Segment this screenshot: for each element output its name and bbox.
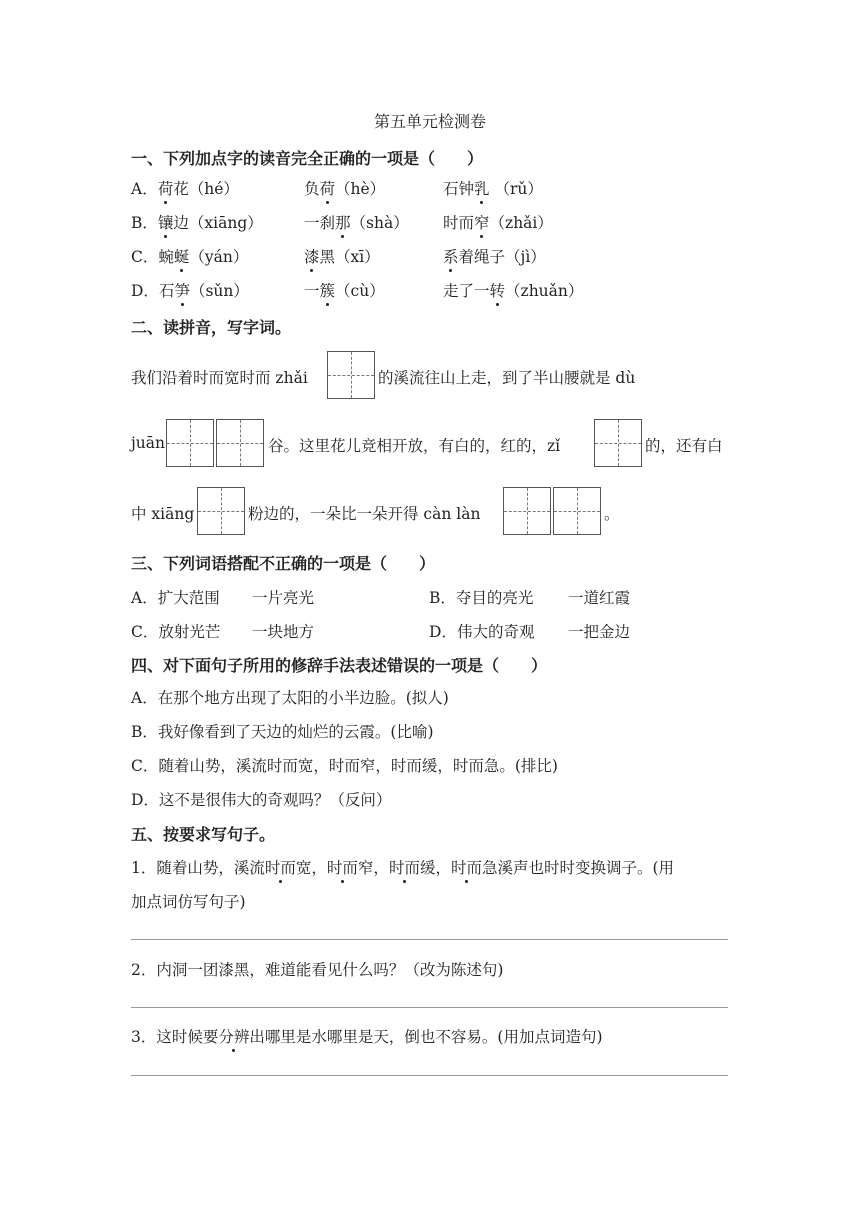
q1-option-b-2: 一刹那（shà） [304, 211, 409, 233]
q1-option-c: C．蜿蜒（yán） [131, 245, 248, 267]
page-title: 第五单元检测卷 [373, 112, 486, 131]
q2-heading: 二、读拼音，写字词。 [131, 318, 292, 337]
q2-line3-text-c: 。 [604, 505, 620, 523]
q5-answer-line-3[interactable] [131, 1075, 728, 1076]
q4-option-d: D．这不是很伟大的奇观吗？（反问） [131, 791, 392, 809]
q5-heading: 五、按要求写句子。 [131, 825, 276, 844]
q2-box-dujuan-1[interactable] [166, 419, 214, 467]
q2-box-xiang[interactable] [197, 487, 245, 535]
q1-option-c-2: 漆黑（xī） [304, 245, 380, 267]
q1-option-d: D．石笋（sǔn） [131, 279, 249, 301]
q1-option-b-3: 时而窄（zhǎi） [443, 211, 553, 233]
q2-box-canlan-1[interactable] [503, 487, 551, 535]
q2-box-zi[interactable] [594, 419, 642, 467]
q1-option-a: A．荷花（hé） [131, 177, 239, 199]
q2-box-zhai[interactable] [327, 351, 375, 399]
q3-option-b: B．夺目的亮光 [429, 589, 534, 607]
q3-heading: 三、下列词语搭配不正确的一项是（ ） [131, 554, 436, 573]
q2-line2-text-c: 的，还有白 [645, 437, 723, 455]
q1-option-a-3: 石钟乳 （rǔ） [443, 177, 543, 199]
q2-box-canlan-2[interactable] [553, 487, 601, 535]
q1-option-d-2: 一簇（cù） [304, 279, 385, 301]
q3-option-d-2: 一把金边 [568, 623, 631, 641]
q4-option-c: C．随着山势，溪流时而宽，时而窄，时而缓，时而急。(排比) [131, 757, 558, 775]
q5-answer-line-1[interactable] [131, 939, 728, 940]
q1-option-a-2: 负荷（hè） [304, 177, 385, 199]
q5-sentence-3: 3．这时候要分辨出哪里是水哪里是天，倒也不容易。(用加点词造句) [131, 1025, 603, 1047]
q5-sentence-1: 1．随着山势，溪流时而宽，时而窄，时而缓，时而急溪声也时时变换调子。(用 [131, 856, 674, 878]
q1-option-c-3: 系着绳子（jì） [443, 245, 546, 267]
q2-line3-text-b: 粉边的，一朵比一朵开得 càn làn [248, 505, 481, 523]
q3-option-d: D．伟大的奇观 [429, 623, 535, 641]
q2-line3-text-a: 中 xiāng [131, 505, 195, 523]
q2-line2-text-b: 谷。这里花儿竞相开放，有白的，红的，zǐ [268, 437, 561, 455]
q1-heading: 一、下列加点字的读音完全正确的一项是（ ） [131, 149, 484, 168]
q2-line2-text-a: juān [131, 434, 166, 452]
q3-option-b-2: 一道红霞 [568, 589, 631, 607]
q2-line1-text-b: 的溪流往山上走，到了半山腰就是 dù [378, 369, 636, 387]
q4-heading: 四、对下面句子所用的修辞手法表述错误的一项是（ ） [131, 656, 548, 675]
q5-sentence-1-cont: 加点词仿写句子) [131, 893, 246, 911]
q2-box-dujuan-2[interactable] [216, 419, 264, 467]
q3-option-c: C．放射光芒 [131, 623, 221, 641]
q3-option-a: A．扩大范围 [131, 589, 220, 607]
q1-option-d-3: 走了一转（zhuǎn） [443, 279, 583, 301]
q4-option-a: A．在那个地方出现了太阳的小半边脸。(拟人) [131, 689, 449, 707]
q3-option-a-2: 一片亮光 [252, 589, 315, 607]
q5-sentence-2: 2．内洞一团漆黑，难道能看见什么吗？（改为陈述句) [131, 961, 504, 979]
q4-option-b: B．我好像看到了天边的灿烂的云霞。(比喻) [131, 723, 434, 741]
q2-line1-text-a: 我们沿着时而宽时而 zhǎi [131, 369, 308, 387]
q3-option-c-2: 一块地方 [252, 623, 315, 641]
q5-answer-line-2[interactable] [131, 1007, 728, 1008]
q1-option-b: B．镶边（xiāng） [131, 211, 263, 233]
